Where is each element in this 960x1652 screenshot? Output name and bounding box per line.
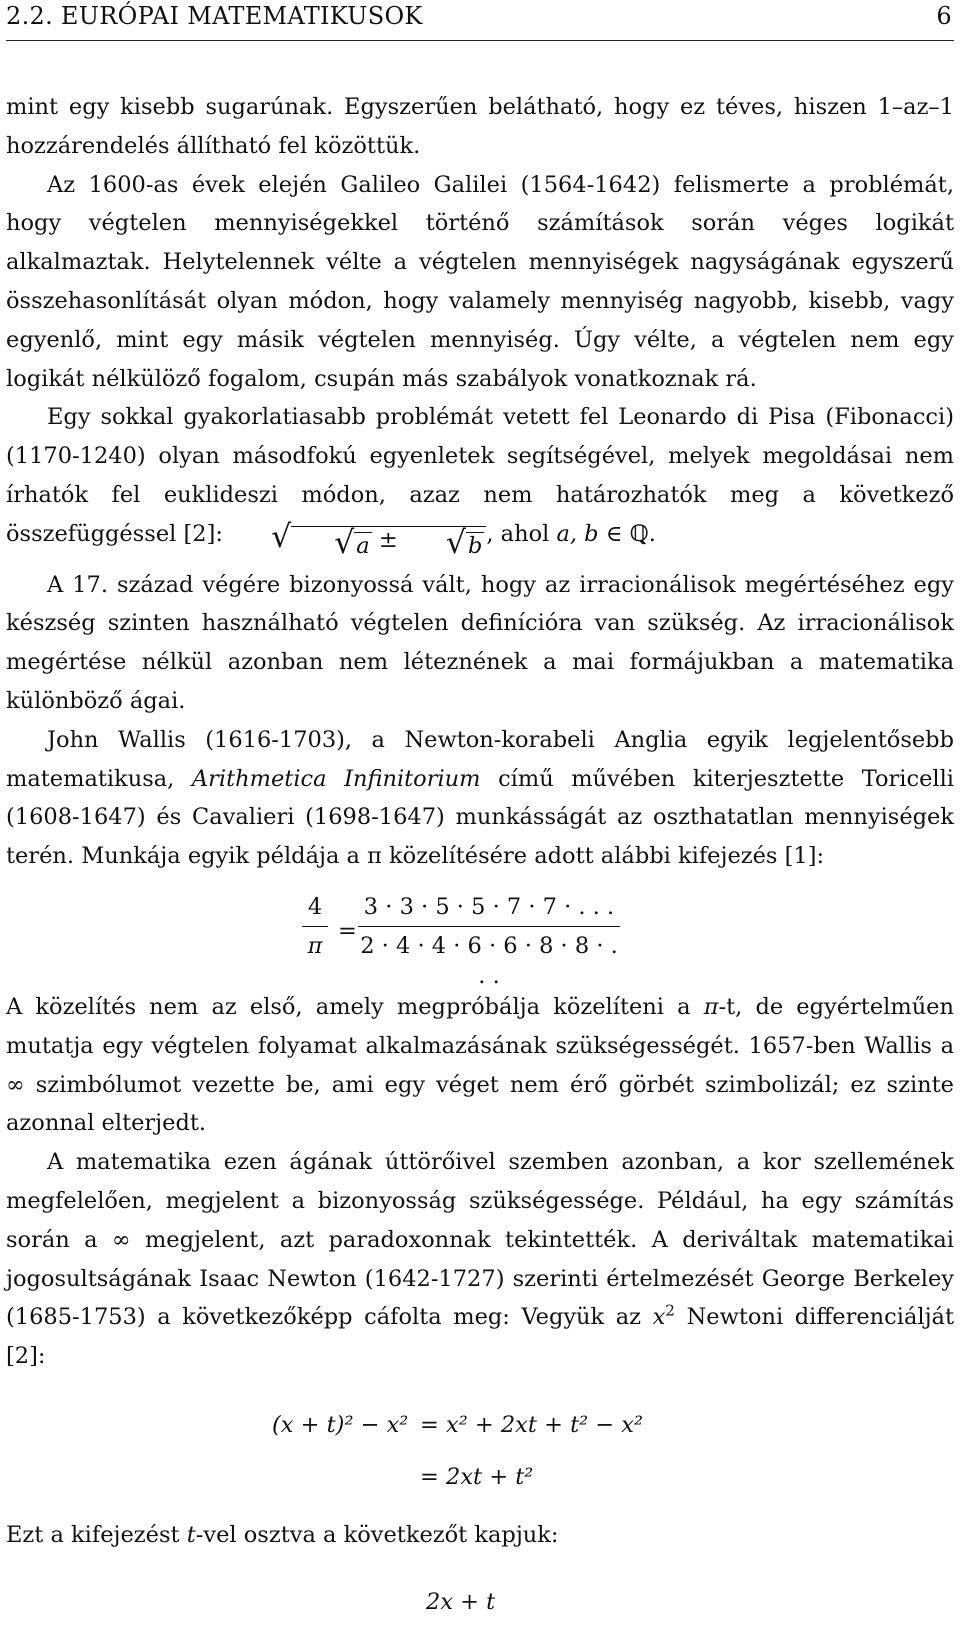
paragraph-divide: [6, 1516, 954, 1555]
paragraph-1: mint egy kisebb sugarúnak. Egyszerűen belátható, hogy ez téves, hiszen 1–az–1 hozzárendelés állítható fel közöttük.: [6, 94, 954, 159]
eq-line2-rhs: = 2xt + t²: [420, 1463, 534, 1490]
running-header: [6, 0, 954, 32]
radical-sign: √: [334, 524, 355, 561]
berkeley-text-b: Newtoni differenciálját [2]:: [6, 1304, 955, 1370]
var-x: x: [652, 1304, 666, 1331]
radical-sign: √: [445, 524, 466, 561]
sentence-end: .: [648, 520, 656, 547]
inner-sqrt-a: [293, 524, 372, 566]
wallis-text-b: című művében kiterjesztette Toricelli (1608-1647) és Cavalieri (1698-1647) munkásságát az oszthatatlan mennyiségek terén. Munkája egyik példája a π közelítésére adott alábbi kifejezés [1]:: [6, 765, 955, 870]
ahol-text: , ahol: [486, 520, 550, 547]
radical-sign: √: [271, 518, 292, 555]
approx-text-b: -t, de egyértelműen mutatja egy végtelen folyamat alkalmazásának szükségességét. 1657-ben Wallis a ∞ szimbólumot vezette be, ami egy véget nem érő görbét szimbolizál; ez szinte azonnal elterjedt.: [6, 993, 954, 1137]
denominator: 2 · 4 · 4 · 6 · 6 · 8 · 8 · . . .: [360, 933, 618, 990]
paragraph-fibonacci-text: Egy sokkal gyakorlatiasabb problémát vetett fel Leonardo di Pisa (Fibonacci) (1170-1240) olyan másodfokú egyenletek segítségével, melyek megoldásai nem írhatók fel euklideszi módon, azaz nem határozhatók meg a következő összefüggéssel [2]:: [6, 404, 954, 547]
equation-berkeley: [6, 1406, 954, 1506]
paragraph-wallis: [6, 721, 954, 876]
nested-sqrt-expression: [230, 518, 486, 566]
vars-ab: a, b: [556, 520, 599, 547]
element-of: ∈: [605, 520, 623, 547]
page-number: 6: [936, 2, 952, 30]
book-title: Arithmetica Infinitorium: [191, 765, 481, 792]
plus-minus: ±: [378, 526, 398, 553]
var-a: a: [356, 532, 370, 559]
numerator: 3 · 3 · 5 · 5 · 7 · 7 · . . .: [363, 893, 615, 920]
paragraph-galileo: Az 1600-as évek elején Galileo Galilei (1564-1642) felismerte a problémát, hogy végtelen mennyiségekkel történő számítások során véges logikát alkalmaztak. Helytelennek vélte a végtelen mennyiségek nagyságának egyszerű összehasonlítását olyan módon, hogy valamely mennyiség nagyobb, kisebb, vagy egyenlő, mint egy másik végtelen mennyiség. Úgy vélte, a végtelen nem egy logikát nélkülöző fogalom, csupán más szabályok vonatkoznak rá.: [6, 171, 954, 392]
rationals-symbol: ℚ: [629, 520, 649, 547]
pi-symbol: π: [703, 993, 719, 1020]
paragraph-approximation: [6, 988, 954, 1143]
approx-text-a: A közelítés nem az első, amely megpróbálja közelíteni a: [6, 993, 691, 1020]
eq-line1-rhs: = x² + 2xt + t² − x²: [420, 1411, 644, 1438]
wallis-text-a: John Wallis (1616-1703), a Newton-korabeli Anglia egyik legjelentősebb matematikusa,: [6, 726, 954, 792]
header-rule: [6, 40, 954, 41]
fraction-4-over-pi: [302, 892, 328, 961]
inner-sqrt-b: [405, 524, 484, 566]
var-b: b: [467, 532, 483, 559]
eq-line1-lhs: (x + t)² − x²: [272, 1411, 409, 1438]
paragraph-berkeley: [6, 1143, 954, 1376]
paragraph-17th-century: A 17. század végére bizonyossá vált, hogy az irracionálisok megértéséhez egy készség szinten használható végtelen definícióra van szükség. Az irracionálisok megértése nélkül azonban nem léteznének a mai formájukban a matematika különböző ágai.: [6, 571, 954, 714]
exponent: 2: [665, 1301, 676, 1320]
equation-final: [6, 1583, 954, 1643]
document-body: [6, 88, 954, 1643]
fraction-product: [358, 892, 620, 991]
divide-text-a: Ezt a kifejezést: [6, 1521, 180, 1548]
denominator: π: [307, 933, 323, 960]
section-title: 2.2. EURÓPAI MATEMATIKUSOK: [6, 2, 423, 30]
document-page: [6, 0, 954, 1652]
numerator: 4: [307, 893, 323, 920]
radicand: [291, 524, 486, 561]
var-t: t: [186, 1521, 196, 1548]
divide-text-b: -vel osztva a következőt kapjuk:: [195, 1521, 559, 1548]
paragraph-fibonacci: [6, 398, 954, 565]
equals-sign: =: [338, 917, 357, 944]
eq-final-expression: 2x + t: [426, 1588, 496, 1615]
berkeley-text-a: A matematika ezen ágának úttörőivel szemben azonban, a kor szellemének megfelelően, megjelent a bizonyosság szükségessége. Például, ha egy számítás során a ∞ megjelent, azt paradoxonnak tekintették. A deriváltak matematikai jogosultságának Isaac Newton (1642-1727) szerinti értelmezését George Berkeley (1685-1753) a következőképp cáfolta meg: Vegyük az: [6, 1149, 954, 1331]
equation-wallis-product: [6, 892, 954, 990]
